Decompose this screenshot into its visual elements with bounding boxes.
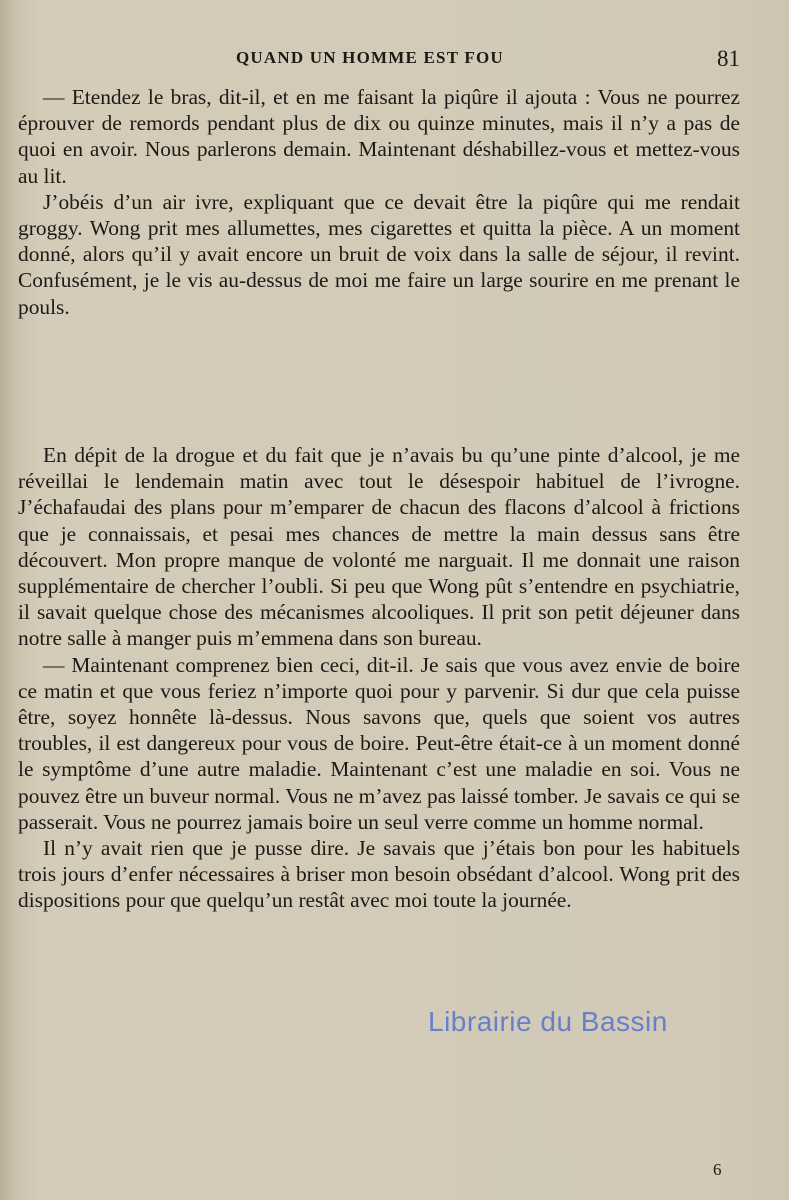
paragraph: Il n’y avait rien que je pusse dire. Je savais que j’étais bon pour les habituels trois jours d’enfer nécessaires à briser mon besoin obsédant d’alcool. Wong prit des dispositions pour que quelqu’un restât avec moi toute la journée. xyxy=(18,836,740,913)
page-number: 81 xyxy=(717,46,740,71)
page-header xyxy=(0,46,789,76)
paragraph: — Etendez le bras, dit-il, et en me faisant la piqûre il ajouta : Vous ne pourrez éprouver de remords pendant plus de dix ou quinze minutes, mais il n’y a pas de quoi en avoir. Nous parlerons demain. Maintenant déshabillez-vous et mettez-vous au lit. xyxy=(18,85,740,188)
running-title: QUAND UN HOMME EST FOU xyxy=(236,48,504,67)
text-section-1 xyxy=(18,84,740,320)
signature-mark: 6 xyxy=(713,1160,722,1179)
paragraph: J’obéis d’un air ivre, expliquant que ce devait être la piqûre qui me rendait groggy. Wong prit mes allumettes, mes cigarettes et quitta la pièce. A un moment donné, alors qu’il y avait encore un bruit de voix dans la salle de séjour, il revint. Confusément, je le vis au-dessus de moi me faire un large sourire en me prenant le pouls. xyxy=(18,189,740,319)
watermark: Librairie du Bassin xyxy=(428,1006,668,1037)
paragraph: — Maintenant comprenez bien ceci, dit-il. Je sais que vous avez envie de boire ce matin et que vous feriez n’importe quoi pour y parvenir. Si dur que cela puisse être, soyez honnête là-dessus. Nous savons que, quels que soient vos autres troubles, il est dangereux pour vous de boire. Peut-être était-ce à un moment donné le symptôme d’une autre maladie. Maintenant c’est une maladie en soi. Vous ne pouvez être un buveur normal. Vous ne m’avez pas laissé tomber. Je savais ce qui se passerait. Vous ne pourrez jamais boire un seul verre comme un homme normal. xyxy=(18,652,740,834)
text-section-2 xyxy=(18,442,740,914)
paragraph: En dépit de la drogue et du fait que je n’avais bu qu’une pinte d’alcool, je me réveillai le lendemain matin avec tout le désespoir habituel de l’ivrogne. J’échafaudai des plans pour m’emparer de chacun des flacons d’alcool à frictions que je connaissais, et pesai mes chances de mettre la main dessus sans être découvert. Mon propre manque de volonté me narguait. Il me donnait une raison supplémentaire de chercher l’oubli. Si peu que Wong pût s’entendre en psychiatrie, il savait quelque chose des mécanismes alcooliques. Il prit son petit déjeuner dans notre salle à manger puis m’emmena dans son bureau. xyxy=(18,443,740,651)
